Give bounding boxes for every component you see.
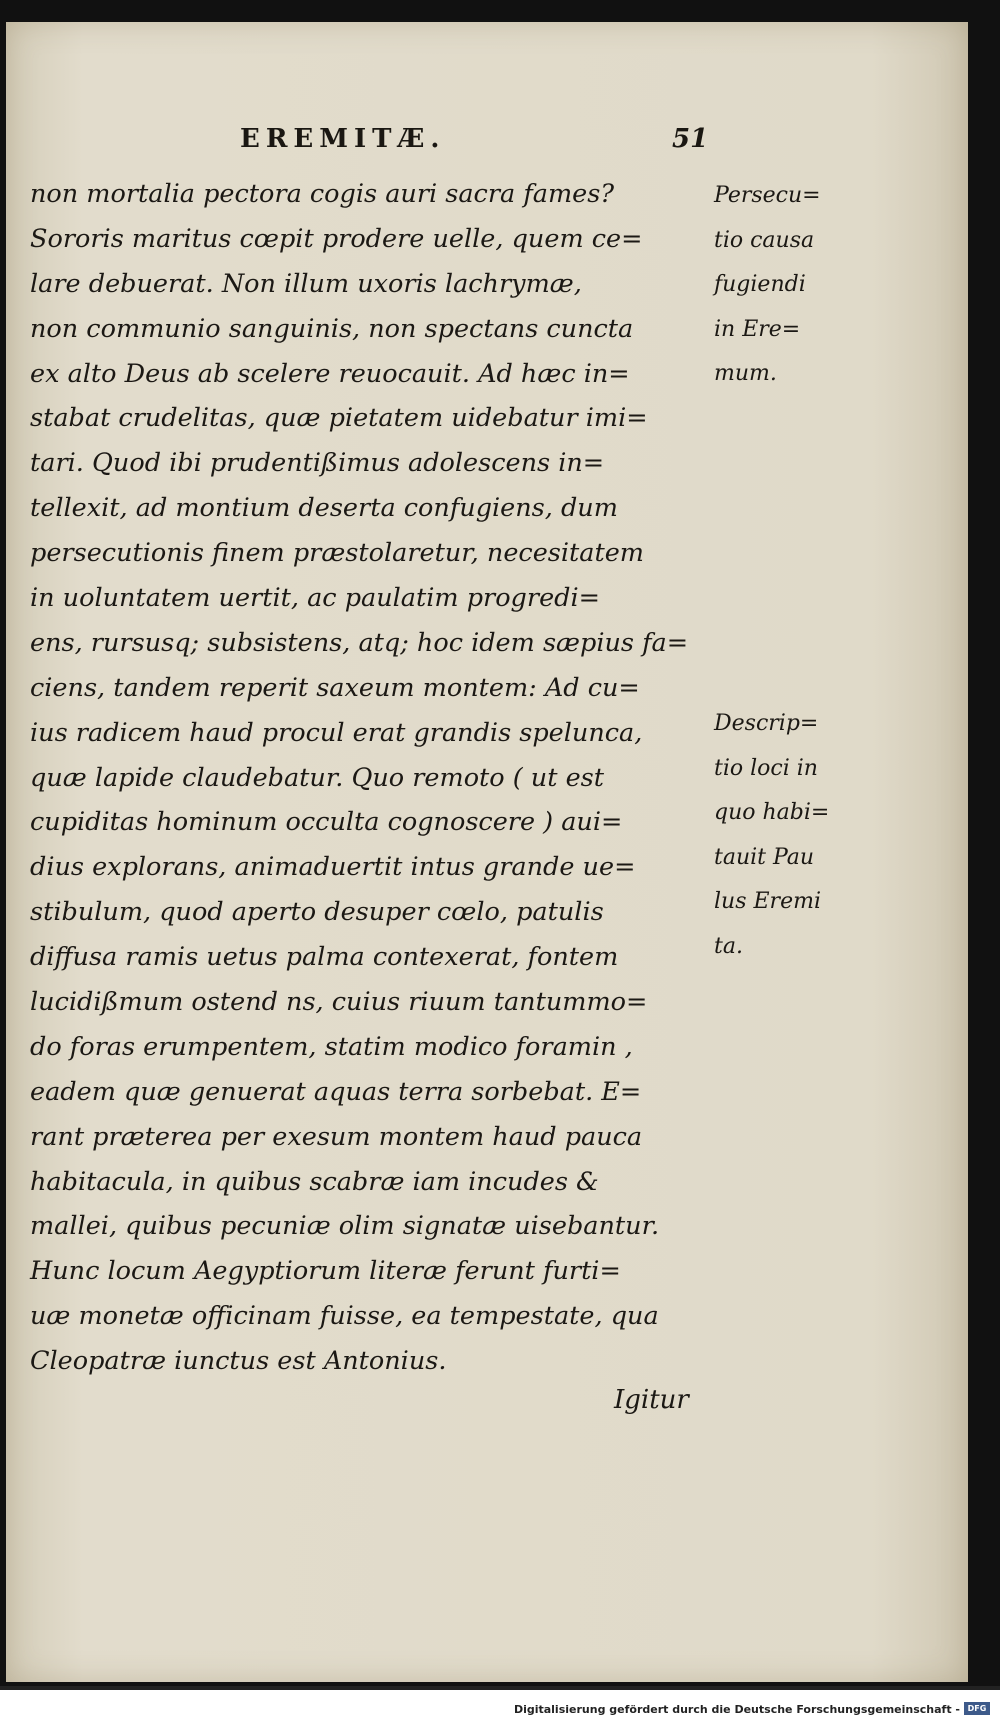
text-line: diffusa ramis uetus palma contexerat, fontem [30, 942, 619, 973]
text-line: non communio sanguinis, non spectans cuncta [30, 313, 634, 344]
margin-line: Persecu= [714, 183, 821, 208]
margin-line: fugiendi [714, 272, 806, 297]
text-line: ius radicem haud procul erat grandis spelunca, [30, 717, 643, 748]
margin-line: in Ere= [714, 316, 801, 342]
margin-line: mum. [714, 361, 777, 386]
text-line: ciens, tandem reperit saxeum montem: Ad cu= [30, 672, 640, 703]
margin-line: lus Eremi [714, 889, 821, 914]
catchword: Igitur [614, 1385, 689, 1415]
margin-note-persecution [714, 174, 821, 397]
margin-line: tauit Pau [714, 844, 815, 870]
text-line: rant præterea per exesum montem haud pauca [30, 1121, 643, 1152]
text-line: tari. Quod ibi prudentißimus adolescens in= [30, 448, 605, 479]
text-line: cupiditas hominum occulta cognoscere ) aui= [30, 807, 623, 838]
margin-line: ta. [714, 933, 743, 959]
text-line: eadem quæ genuerat aquas terra sorbebat. E= [30, 1076, 642, 1107]
text-line: Cleopatræ iunctus est Antonius. [30, 1346, 447, 1377]
margin-line: tio loci in [714, 755, 818, 781]
margin-line: Descrip= [714, 711, 819, 736]
dfg-logo-icon: DFG [964, 1702, 990, 1715]
text-line: uæ monetæ officinam fuisse, ea tempestate, qua [30, 1301, 659, 1332]
footer-credit: Digitalisierung gefördert durch die Deutsche Forschungsgemeinschaft - [513, 1703, 960, 1716]
text-line: habitacula, in quibus scabræ iam incudes & [30, 1166, 599, 1197]
text-line: do foras erumpentem, statim modico foramin , [30, 1031, 633, 1062]
text-line: mallei, quibus pecuniæ olim signatæ uisebantur. [30, 1211, 660, 1242]
text-line: tellexit, ad montium deserta confugiens, dum [30, 493, 618, 524]
text-line: non mortalia pectora cogis auri sacra fames? [30, 179, 615, 209]
text-line: in uoluntatem uertit, ac paulatim progredi= [30, 583, 601, 614]
text-line: Hunc locum Aegyptiorum literæ ferunt furti= [30, 1256, 621, 1287]
margin-line: quo habi= [714, 800, 830, 825]
text-line: dius explorans, animaduertit intus grande ue= [30, 852, 636, 883]
text-line: stabat crudelitas, quæ pietatem uidebatur imi= [30, 403, 648, 434]
text-line: persecutionis finem præstolaretur, necesitatem [30, 538, 644, 569]
margin-line: tio causa [714, 227, 815, 253]
text-line: lare debuerat. Non illum uxoris lachrymæ, [30, 268, 582, 299]
page-number: 51 [672, 124, 709, 154]
margin-note-description [714, 702, 829, 969]
text-line: ex alto Deus ab scelere reuocauit. Ad hæc in= [30, 358, 630, 389]
text-line: Sororis maritus cœpit prodere uelle, quem ce= [30, 223, 643, 254]
text-line: ens, rursusq; subsistens, atq; hoc idem sæpius fa= [30, 627, 689, 658]
text-line: stibulum, quod aperto desuper cœlo, patulis [30, 897, 604, 928]
text-line: lucidißmum ostend ns, cuius riuum tantummo= [30, 987, 648, 1018]
text-line: quæ lapide claudebatur. Quo remoto ( ut est [30, 762, 605, 793]
body-text [30, 172, 706, 1384]
running-header: EREMITÆ. [240, 124, 446, 154]
